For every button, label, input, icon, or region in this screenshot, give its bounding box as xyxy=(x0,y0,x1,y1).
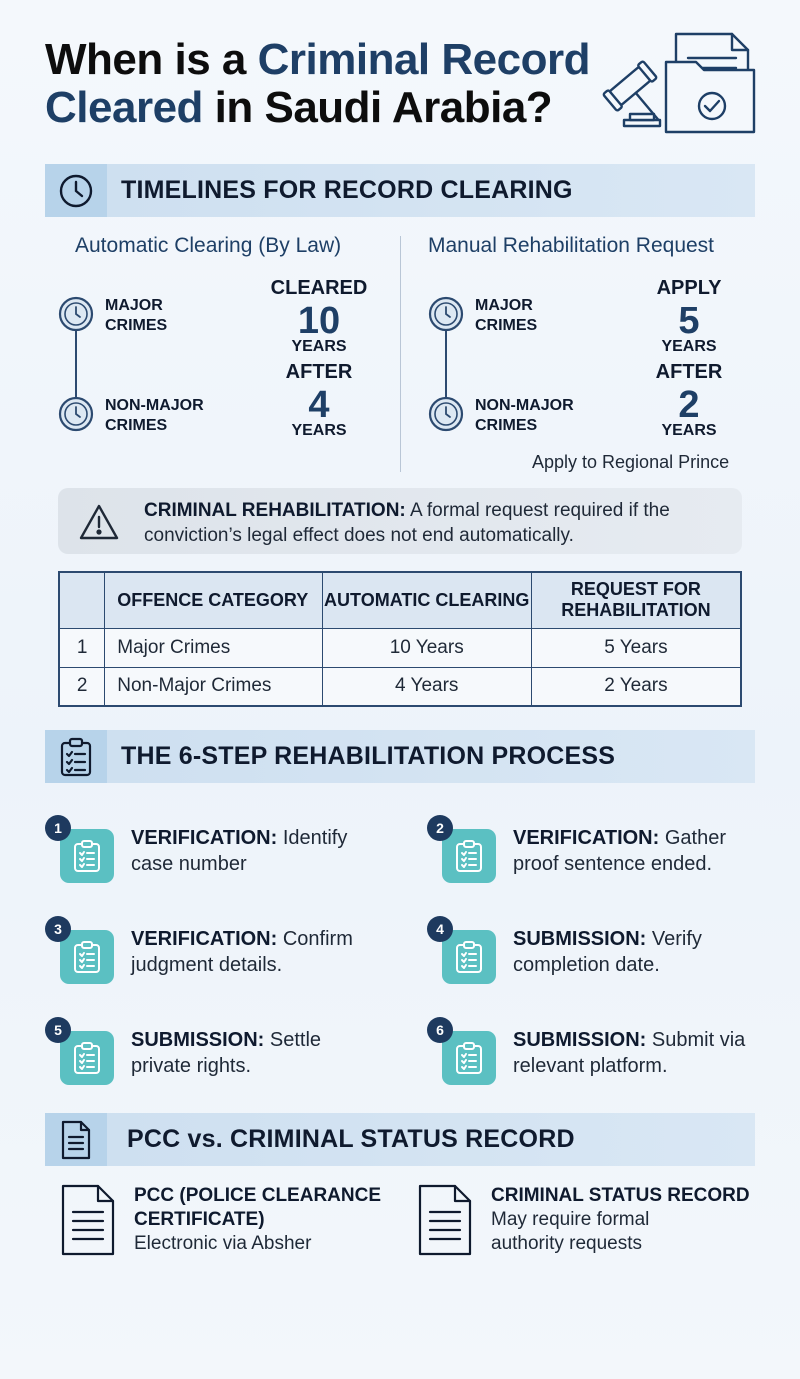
clipboard-checklist-icon xyxy=(59,737,93,777)
table-cell: 2 xyxy=(59,667,105,706)
table-header-rehabilitation: REQUEST FOR REHABILITATION xyxy=(531,572,741,628)
clipboard-checklist-icon xyxy=(454,940,484,974)
callout-label: CRIMINAL REHABILITATION: xyxy=(144,500,406,521)
step-label: SUBMISSION: xyxy=(131,1029,265,1051)
step-number-badge: 3 xyxy=(45,916,71,942)
clipboard-checklist-icon xyxy=(72,1041,102,1075)
pcc-left-title-line2: CERTIFICATE) xyxy=(134,1209,265,1230)
table-row xyxy=(59,667,741,706)
step-label: SUBMISSION: xyxy=(513,1029,647,1051)
warning-icon xyxy=(78,502,120,542)
manual-minor-label xyxy=(475,396,574,436)
clock-icon xyxy=(58,396,94,432)
pcc-section-title: PCC vs. CRIMINAL STATUS RECORD xyxy=(127,1125,575,1153)
step-label: VERIFICATION: xyxy=(131,827,278,849)
manual-heading: Manual Rehabilitation Request xyxy=(428,234,715,257)
manual-major-years: 5 xyxy=(678,300,700,342)
table-cell: 2 Years xyxy=(531,667,741,706)
step-description: Confirm judgment details. xyxy=(131,928,353,976)
step-icon-tile xyxy=(442,829,496,883)
step-icon-tile xyxy=(60,829,114,883)
step-item xyxy=(45,815,385,885)
table-cell: 5 Years xyxy=(531,628,741,667)
clipboard-checklist-icon xyxy=(454,1041,484,1075)
pcc-icon-box xyxy=(45,1113,107,1166)
table-header-index xyxy=(59,572,105,628)
table-cell: Non-Major Crimes xyxy=(105,667,322,706)
manual-minor-years: 2 xyxy=(678,384,700,426)
process-section-title: THE 6-STEP REHABILITATION PROCESS xyxy=(121,742,616,770)
step-description: Gather proof sentence ended. xyxy=(513,827,726,875)
step-number-badge: 4 xyxy=(427,916,453,942)
offence-table xyxy=(58,571,742,707)
clipboard-checklist-icon xyxy=(72,940,102,974)
document-icon xyxy=(60,1120,92,1160)
manual-minor-label-line2: CRIMES xyxy=(475,417,538,434)
automatic-minor-label xyxy=(105,396,204,436)
manual-major-word: APPLY xyxy=(656,277,722,299)
automatic-major-word: CLEARED xyxy=(270,277,368,299)
step-text xyxy=(513,825,763,877)
clock-icon xyxy=(428,396,464,432)
step-item xyxy=(427,815,767,885)
step-icon-tile xyxy=(60,930,114,984)
table-cell: 4 Years xyxy=(322,667,531,706)
step-icon-tile xyxy=(442,1031,496,1085)
manual-note: Apply to Regional Prince xyxy=(532,452,730,472)
clipboard-checklist-icon xyxy=(72,839,102,873)
automatic-major-label-line2: CRIMES xyxy=(105,317,168,334)
automatic-major-label-line1: MAJOR xyxy=(105,297,163,314)
manual-timeline-line xyxy=(445,330,447,400)
pcc-section-header xyxy=(45,1113,755,1166)
automatic-timeline-line xyxy=(75,330,77,400)
pcc-right-desc xyxy=(491,1208,649,1256)
table-cell: 10 Years xyxy=(322,628,531,667)
title-highlight-2: Cleared xyxy=(45,83,203,132)
rehabilitation-callout xyxy=(58,488,742,554)
manual-major-label-line1: MAJOR xyxy=(475,297,533,314)
pcc-right-desc-line2: authority requests xyxy=(491,1233,643,1254)
table-cell: 1 xyxy=(59,628,105,667)
table-row xyxy=(59,628,741,667)
automatic-minor-label-line2: CRIMES xyxy=(105,417,168,434)
manual-minor-unit: YEARS xyxy=(661,422,717,439)
callout-text xyxy=(144,498,724,548)
automatic-minor-years: 4 xyxy=(308,384,330,426)
document-icon xyxy=(60,1184,116,1256)
table-header-category: OFFENCE CATEGORY xyxy=(105,572,322,628)
timelines-icon-box xyxy=(45,164,107,217)
manual-major-unit: YEARS xyxy=(661,338,717,355)
step-description: Verify completion date. xyxy=(513,928,702,976)
title-highlight-1: Criminal Record xyxy=(257,35,590,84)
manual-minor-label-line1: NON-MAJOR xyxy=(475,397,574,414)
page-title xyxy=(45,36,605,132)
process-icon-box xyxy=(45,730,107,783)
pcc-left-title-line1: PCC (POLICE CLEARANCE xyxy=(134,1185,382,1206)
gavel-document-icon xyxy=(600,28,760,138)
callout-body: A formal request required if the conviction’s legal effect does not end automatically. xyxy=(144,500,670,546)
manual-major-label-line2: CRIMES xyxy=(475,317,538,334)
step-text xyxy=(131,926,381,978)
process-section-header xyxy=(45,730,755,783)
step-label: VERIFICATION: xyxy=(513,827,660,849)
step-number-badge: 5 xyxy=(45,1017,71,1043)
document-icon xyxy=(417,1184,473,1256)
title-part-2: in Saudi Arabia? xyxy=(202,83,553,132)
step-icon-tile xyxy=(60,1031,114,1085)
manual-minor-word: AFTER xyxy=(655,361,723,383)
pcc-left-desc: Electronic via Absher xyxy=(134,1233,312,1254)
step-text xyxy=(513,926,763,978)
step-item xyxy=(427,916,767,986)
step-number-badge: 1 xyxy=(45,815,71,841)
timelines-section-header xyxy=(45,164,755,217)
timelines-section-title: TIMELINES FOR RECORD CLEARING xyxy=(121,176,573,204)
table-header-row xyxy=(59,572,741,628)
automatic-heading: Automatic Clearing (By Law) xyxy=(75,234,342,257)
step-item xyxy=(427,1017,767,1087)
manual-major-label xyxy=(475,296,537,336)
automatic-minor-label-line1: NON-MAJOR xyxy=(105,397,204,414)
step-item xyxy=(45,1017,385,1087)
pcc-right-desc-line1: May require formal xyxy=(491,1209,650,1230)
step-label: VERIFICATION: xyxy=(131,928,278,950)
step-text xyxy=(131,825,381,877)
automatic-minor-word: AFTER xyxy=(285,361,353,383)
automatic-major-unit: YEARS xyxy=(291,338,347,355)
pcc-right-title: CRIMINAL STATUS RECORD xyxy=(491,1185,750,1206)
table-cell: Major Crimes xyxy=(105,628,322,667)
step-item xyxy=(45,916,385,986)
automatic-minor-unit: YEARS xyxy=(291,422,347,439)
step-icon-tile xyxy=(442,930,496,984)
clock-icon xyxy=(428,296,464,332)
table-header-automatic: AUTOMATIC CLEARING xyxy=(322,572,531,628)
step-description: Settle private rights. xyxy=(131,1029,322,1077)
timeline-divider xyxy=(400,236,401,472)
step-description: Submit via relevant platform. xyxy=(513,1029,746,1077)
step-description: Identify case number xyxy=(131,827,348,875)
automatic-major-label xyxy=(105,296,167,336)
clock-icon xyxy=(57,172,95,210)
pcc-left-title xyxy=(134,1184,381,1232)
title-part-1: When is a xyxy=(45,35,258,84)
clock-icon xyxy=(58,296,94,332)
step-text xyxy=(131,1027,381,1079)
automatic-major-years: 10 xyxy=(297,300,341,342)
step-text xyxy=(513,1027,763,1079)
step-number-badge: 2 xyxy=(427,815,453,841)
clipboard-checklist-icon xyxy=(454,839,484,873)
step-label: SUBMISSION: xyxy=(513,928,647,950)
step-number-badge: 6 xyxy=(427,1017,453,1043)
